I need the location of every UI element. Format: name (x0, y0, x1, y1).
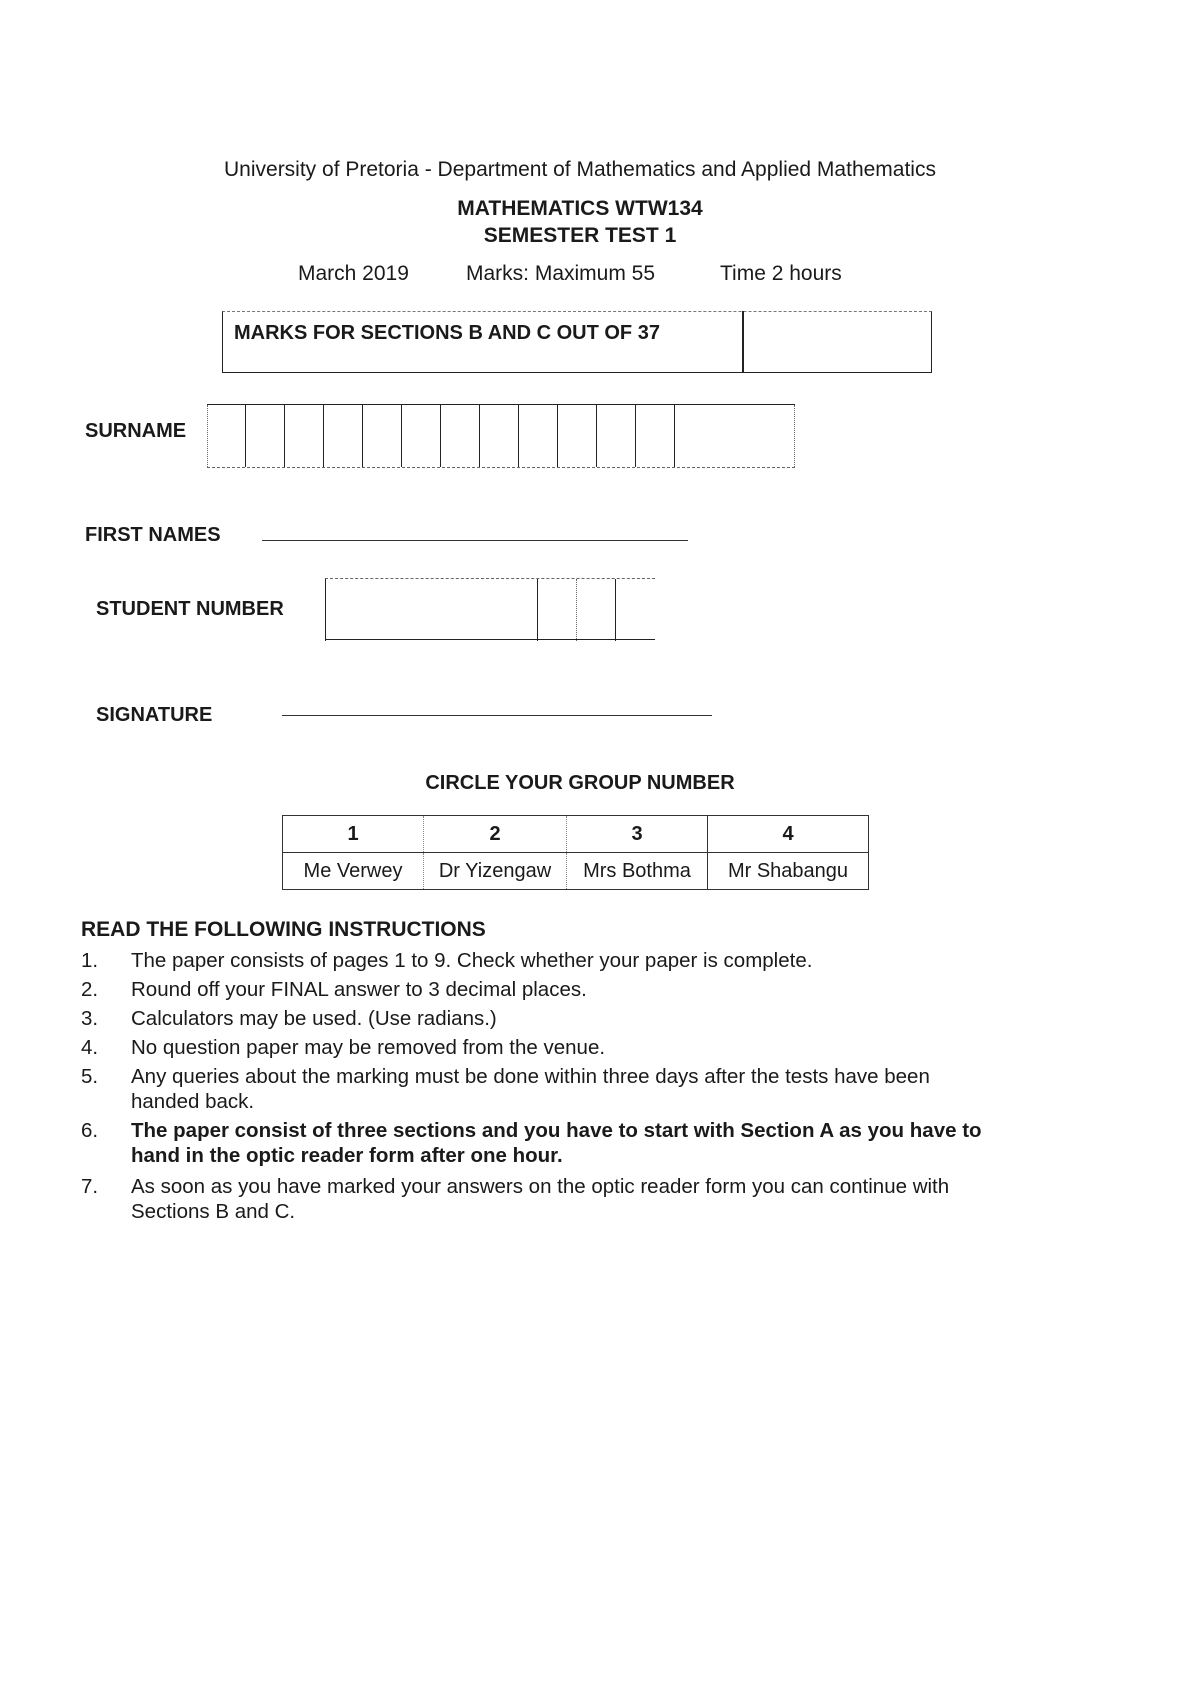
instruction-text: Round off your FINAL answer to 3 decimal places. (131, 978, 587, 1001)
marks-divider (742, 311, 744, 373)
surname-box[interactable] (558, 405, 597, 467)
surname-box[interactable] (285, 405, 324, 467)
surname-box[interactable] (246, 405, 285, 467)
marks-label: MARKS FOR SECTIONS B AND C OUT OF 37 (234, 322, 660, 344)
instruction-text: Calculators may be used. (Use radians.) (131, 1007, 497, 1030)
instruction-number: 2. (81, 978, 99, 1001)
student-number-label: STUDENT NUMBER (96, 598, 284, 620)
group-lecturer: Dr Yizengaw (424, 853, 567, 890)
instruction-text: As soon as you have marked your answers on the optic reader form you can continue with Sections B and C. (131, 1175, 950, 1223)
surname-box[interactable] (363, 405, 402, 467)
surname-box[interactable] (519, 405, 558, 467)
instruction-item (81, 1006, 1001, 1031)
instruction-text: The paper consists of pages 1 to 9. Check whether your paper is complete. (131, 949, 813, 972)
group-number[interactable]: 3 (567, 816, 708, 853)
surname-box[interactable] (480, 405, 519, 467)
group-lecturer: Mr Shabangu (708, 853, 869, 890)
instruction-number: 4. (81, 1036, 99, 1059)
instruction-item (81, 1035, 1001, 1060)
test-date: March 2019 (298, 262, 409, 285)
test-time: Time 2 hours (720, 262, 842, 285)
group-number[interactable]: 1 (283, 816, 424, 853)
group-lecturer: Me Verwey (283, 853, 424, 890)
instruction-number: 3. (81, 1007, 99, 1030)
signature-label: SIGNATURE (96, 704, 213, 726)
surname-box[interactable] (675, 405, 795, 467)
first-names-line[interactable] (262, 540, 688, 541)
instructions-list (81, 948, 1001, 1228)
surname-box[interactable] (597, 405, 636, 467)
signature-line[interactable] (282, 715, 712, 716)
surname-box[interactable] (324, 405, 363, 467)
first-names-label: FIRST NAMES (85, 524, 221, 546)
surname-box[interactable] (441, 405, 480, 467)
instruction-text: No question paper may be removed from the venue. (131, 1036, 606, 1059)
group-number[interactable]: 4 (708, 816, 869, 853)
instruction-item (81, 1064, 1001, 1114)
university-heading: University of Pretoria - Department of Mathematics and Applied Mathematics (224, 158, 936, 181)
surname-box[interactable] (636, 405, 675, 467)
student-number-box[interactable] (325, 579, 538, 641)
student-number-box[interactable] (538, 579, 577, 641)
instruction-text: The paper consist of three sections and you have to start with Section A as you have to hand in the optic reader form after one hour. (131, 1119, 982, 1167)
group-title: CIRCLE YOUR GROUP NUMBER (425, 772, 735, 794)
surname-label: SURNAME (85, 420, 187, 442)
instruction-text: Any queries about the marking must be done within three days after the tests have been handed back. (131, 1065, 930, 1113)
surname-box[interactable] (402, 405, 441, 467)
group-lecturer: Mrs Bothma (567, 853, 708, 890)
student-number-box[interactable] (577, 579, 616, 641)
instruction-number: 6. (81, 1119, 99, 1142)
test-title: SEMESTER TEST 1 (483, 224, 677, 247)
instruction-item (81, 1118, 1001, 1168)
instruction-item (81, 948, 1001, 973)
group-table (282, 815, 869, 890)
group-number[interactable]: 2 (424, 816, 567, 853)
test-marks: Marks: Maximum 55 (466, 262, 656, 285)
course-title: MATHEMATICS WTW134 (457, 197, 703, 220)
instruction-item (81, 977, 1001, 1002)
instruction-item (81, 1174, 1001, 1224)
student-number-box[interactable] (616, 579, 655, 641)
surname-boxes[interactable] (207, 404, 795, 468)
student-number-boxes[interactable] (325, 578, 655, 640)
surname-box[interactable] (207, 405, 246, 467)
instructions-title: READ THE FOLLOWING INSTRUCTIONS (81, 918, 486, 941)
instruction-number: 1. (81, 949, 99, 972)
instruction-number: 5. (81, 1065, 99, 1088)
instruction-number: 7. (81, 1175, 99, 1198)
